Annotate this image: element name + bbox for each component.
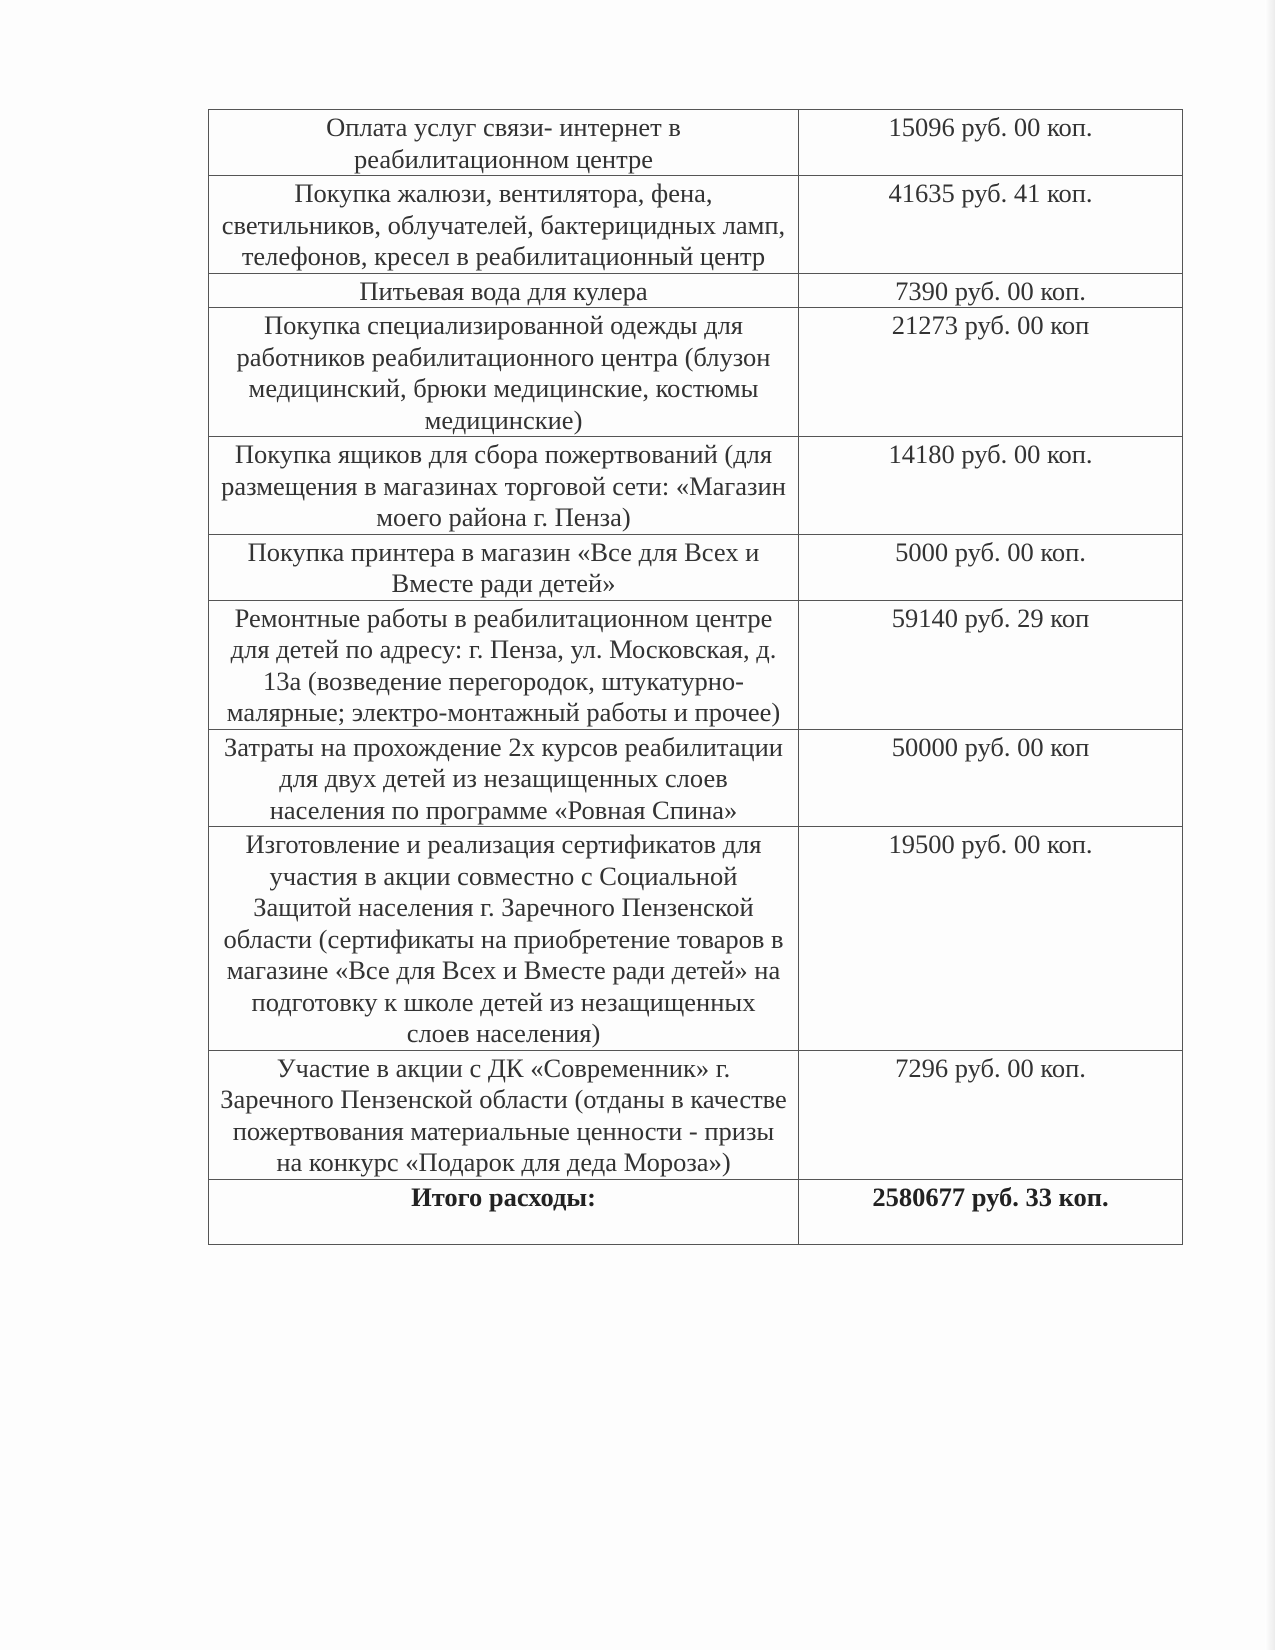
expenses-table: [208, 109, 1183, 1245]
table-row: [209, 308, 1183, 437]
total-amount: 2580677 руб. 33 коп.: [799, 1179, 1183, 1244]
table-row: [209, 437, 1183, 535]
expense-description: Оплата услуг связи- интернет в реабилитационном центре: [209, 110, 799, 176]
expense-amount: 50000 руб. 00 коп: [799, 729, 1183, 827]
table-row: [209, 600, 1183, 729]
table-row: [209, 176, 1183, 274]
table-row: [209, 1050, 1183, 1179]
expense-amount: 41635 руб. 41 коп.: [799, 176, 1183, 274]
table-row: [209, 273, 1183, 308]
expense-description: Покупка специализированной одежды для работников реабилитационного центра (блузон медицинский, брюки медицинские, костюмы медицинские): [209, 308, 799, 437]
expense-description: Питьевая вода для кулера: [209, 273, 799, 308]
table-row: [209, 110, 1183, 176]
expense-description: Покупка жалюзи, вентилятора, фена, светильников, облучателей, бактерицидных ламп, телефонов, кресел в реабилитационный центр: [209, 176, 799, 274]
expense-amount: 19500 руб. 00 коп.: [799, 827, 1183, 1051]
expense-description: Покупка ящиков для сбора пожертвований (для размещения в магазинах торговой сети: «Магазин моего района г. Пенза): [209, 437, 799, 535]
expense-amount: 15096 руб. 00 коп.: [799, 110, 1183, 176]
table-row: [209, 729, 1183, 827]
expense-amount: 5000 руб. 00 коп.: [799, 534, 1183, 600]
table-row: [209, 534, 1183, 600]
expense-description: Покупка принтера в магазин «Все для Всех и Вместе ради детей»: [209, 534, 799, 600]
expense-amount: 14180 руб. 00 коп.: [799, 437, 1183, 535]
expense-description: Ремонтные работы в реабилитационном центре для детей по адресу: г. Пенза, ул. Московская, д. 13а (возведение перегородок, штукатурно-малярные; электро-монтажный работы и прочее): [209, 600, 799, 729]
expense-description: Изготовление и реализация сертификатов для участия в акции совместно с Социальной Защитой населения г. Заречного Пензенской области (сертификаты на приобретение товаров в магазине «Все для Всех и Вместе ради детей» на подготовку к школе детей из незащищенных слоев населения): [209, 827, 799, 1051]
expense-amount: 59140 руб. 29 коп: [799, 600, 1183, 729]
total-row: [209, 1179, 1183, 1244]
expense-description: Участие в акции с ДК «Современник» г. Заречного Пензенской области (отданы в качестве пожертвования материальные ценности - призы на конкурс «Подарок для деда Мороза»): [209, 1050, 799, 1179]
scan-edge-shadow: [1265, 0, 1275, 1650]
expense-description: Затраты на прохождение 2х курсов реабилитации для двух детей из незащищенных слоев населения по программе «Ровная Спина»: [209, 729, 799, 827]
expense-amount: 7296 руб. 00 коп.: [799, 1050, 1183, 1179]
expense-amount: 21273 руб. 00 коп: [799, 308, 1183, 437]
table-row: [209, 827, 1183, 1051]
total-label: Итого расходы:: [209, 1179, 799, 1244]
expense-amount: 7390 руб. 00 коп.: [799, 273, 1183, 308]
